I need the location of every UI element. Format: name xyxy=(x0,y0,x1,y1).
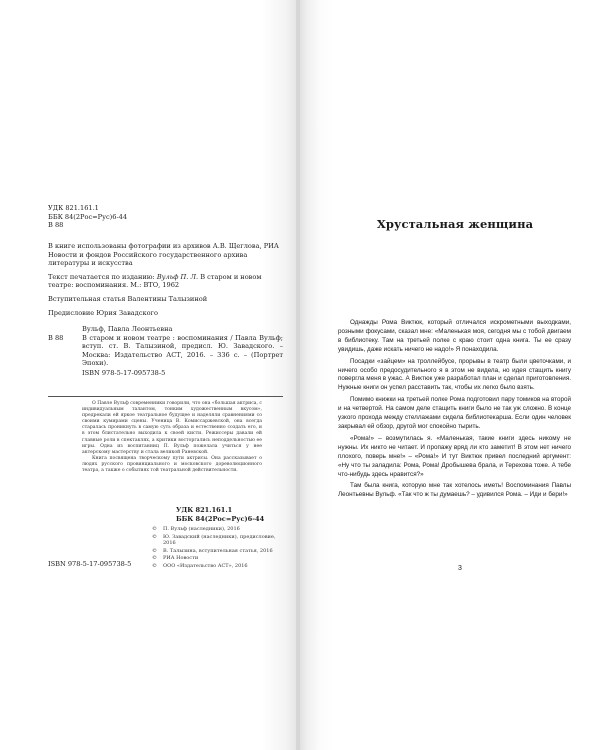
record-description: В старом и новом театре : воспоминания / Павла Вульф; вступ. ст. В. Талызиной, предисл. Ю. Завадского. – Москва: Издательство АСТ, 2016. – 336 с. – (Портрет Эпохи). xyxy=(82,333,283,368)
copyright-text: П. Вульф (наследники), 2016 xyxy=(163,526,240,532)
bibliographic-record xyxy=(48,325,283,378)
annotation-paragraph: Книга посвящена творческому пути актрисы. Она рассказывает о людях русского провинциального и московского дореволюционного театра, а также о событиях той театральной действительности. xyxy=(82,455,262,474)
photo-credits: В книге использованы фотографии из архивов А.В. Щеглова, РИА Новости и фондов Российского государственного архива литературы и искусства xyxy=(48,242,279,268)
annotation xyxy=(82,401,262,474)
preface-credit: Предисловие Юрия Завадского xyxy=(48,308,158,317)
bbk-code-repeat: ББК 84(2Рос=Рус)6-44 xyxy=(176,514,265,523)
copyright-icon: © xyxy=(152,533,157,540)
story-paragraph: Однажды Рома Виктюк, который отличался искрометными выходками, розными фокусами, сказал мне: «Маленькая моя, сегодня мы с тобой двигаем в библиотеку. Там на третьей полке с краю стоит одна книга. Ты ее сразу увидишь, даже искать ничего не надо!» Я понаходила. xyxy=(338,319,571,353)
copyright-item xyxy=(152,563,282,570)
record-isbn: ISBN 978-5-17-095738-5 xyxy=(82,368,166,377)
copyright-text: РИА Новости xyxy=(163,555,199,561)
copyright-text: Ю. Завадский (наследники), предисловие, 2016 xyxy=(163,533,276,546)
copyright-item xyxy=(152,526,282,533)
story-paragraph: «Рома!» – возмутилась я. «Маленькая, такие книги здесь никому не нужны. Их никто не читает. И пропажу вряд ли кто заметит! В этом нет ничего плохого, поверь мне!» – «Рома!» И тут Виктюк привел последний аргумент: «Ну что ты заладила: Рома, Рома! Дробышева брала, и Терехова тоже. А тебе что-нибудь здесь нравится?» xyxy=(338,434,571,478)
classification-codes-repeat xyxy=(176,506,276,523)
source-edition-title: В старом и новом театре: воспоминания. М.: ВТО, 1962 xyxy=(48,272,262,290)
story-paragraph: Там была книга, которую мне так хотелось иметь! Воспоминания Павлы Леонтьевны Вульф. «Так что ж ты думаешь? – удивился Рома. – Иди и бери!» xyxy=(338,482,571,499)
book-gutter xyxy=(296,0,300,750)
classification-codes xyxy=(48,204,188,230)
annotation-paragraph: О Павле Вульф современники говорили, что она «большая актриса, с индивидуальным талантом, тонким художественным вкусом», предрекали ей яркое театральное будущее и наделяли сравнениями со своими кумирами сцены. Ученица В. Комиссаржевской, она всегда старалась проникнуть в самую суть образа и естественно создать его, и в этом блистательно выходила к своей кисти. Режиссеры давали ей главные роли в спектаклях, а критики восторгались неподдельностью ее игры. Одна из воспитанниц П. Вульф пожелала учиться у нее актерскому мастерству и стала великой Раневской. xyxy=(82,401,263,455)
source-edition xyxy=(48,273,283,290)
copyright-icon: © xyxy=(152,547,157,554)
copyright-item xyxy=(152,534,282,547)
chapter-title: Хрустальная женщина xyxy=(376,217,534,231)
chapter-text xyxy=(338,319,571,503)
isbn-bottom: ISBN 978-5-17-095738-5 xyxy=(48,560,132,568)
intro-article-credit: Вступительная статья Валентины Талызиной xyxy=(48,294,208,303)
source-edition-prefix: Текст печатается по изданию: xyxy=(48,272,157,281)
record-author: Вульф, Павла Леонтьевна xyxy=(82,325,173,333)
story-paragraph: Помимо книжки на третьей полке Рома подготовил пару томиков на второй и на четвертой. На самом деле стащить книги было не так уж сложно. В конце узкого прохода между стеллажами сидела библиотекарша. Если один человек закрывал ей обзор, другой мог спокойно тырить. xyxy=(338,396,571,430)
bbk-code: ББК 84(2Рос=Рус)6-44 xyxy=(48,212,128,221)
udk-code-repeat: УДК 821.161.1 xyxy=(176,506,233,514)
udk-code: УДК 821.161.1 xyxy=(48,204,99,212)
edition-info xyxy=(48,242,283,322)
copyright-list xyxy=(152,526,282,570)
source-edition-author: Вульф П. Л. xyxy=(156,272,199,281)
copyright-icon: © xyxy=(152,555,157,561)
copyright-icon: © xyxy=(152,526,157,532)
page-number: 3 xyxy=(458,565,462,572)
copyright-text: ООО «Издательство АСТ», 2016 xyxy=(163,562,248,569)
story-paragraph: Посадки «зайцем» на троллейбусе, прорывы в театр были цветочками, и ничего особо предосудительного я в этом не видела, но идея стащить книгу повергла меня в ужас. А Виктюк уже разработал план и сделал приготовления. Нужные книги он успел расставить так, чтобы их легко было взять. xyxy=(338,357,571,392)
copyright-icon: © xyxy=(152,562,157,569)
copyright-text: В. Талызина, вступительная статья, 2016 xyxy=(163,547,273,554)
copyright-item xyxy=(152,548,282,555)
record-row xyxy=(48,334,283,368)
divider-rule xyxy=(48,396,283,397)
author-code: В 88 xyxy=(48,221,64,230)
copyright-item xyxy=(152,555,282,562)
record-code: В 88 xyxy=(48,333,64,342)
